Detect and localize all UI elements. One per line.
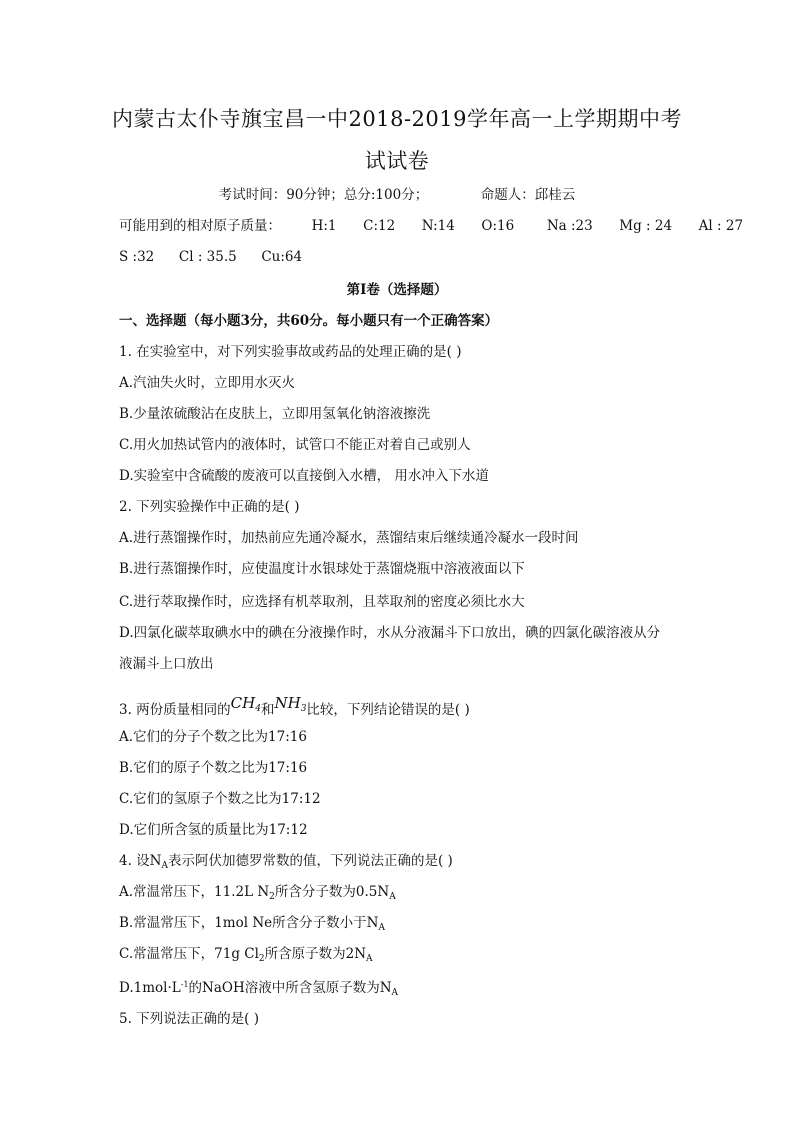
atomic-mass-item: S :32 <box>119 249 155 265</box>
question-5-stem: 5. 下列说法正确的是( ) <box>119 1011 259 1027</box>
exam-info <box>0 186 794 204</box>
question-4-option-b <box>119 914 385 937</box>
atomic-mass-item: O:16 <box>481 218 515 234</box>
q4-a-pre: A.常温常压下，11.2L N <box>119 884 270 900</box>
question-3-option-b: B.它们的原子个数之比为17:16 <box>119 760 308 776</box>
question-2-option-d-line1: D.四氯化碳萃取碘水中的碘在分液操作时，水从分液漏斗下口放出，碘的四氯化碳溶液从分 <box>119 625 661 641</box>
q4-d-mid: 的NaOH溶液中所含氢原子数为N <box>188 980 392 996</box>
atomic-mass-item: C:12 <box>363 218 396 234</box>
question-4-option-a <box>119 883 396 906</box>
atomic-mass-item: H:1 <box>311 218 337 234</box>
question-4-stem-pre: 4. 设N <box>119 853 162 869</box>
question-3-stem-pre: 3. 两份质量相同的 <box>119 702 231 718</box>
atomic-mass-line1 <box>119 217 743 235</box>
nh3-formula <box>274 694 306 712</box>
q4-c-sub: 2 <box>258 954 265 964</box>
question-4-option-c <box>119 945 373 968</box>
nh3-formula-sub: 3 <box>300 704 307 714</box>
q4-d-sup: -1 <box>180 980 189 989</box>
question-1-option-c: C.用火加热试管内的液体时，试管口不能正对着自己或别人 <box>119 437 471 453</box>
q4-c-sub2: A <box>366 954 373 964</box>
question-3-stem-post: 比较，下列结论错误的是( ) <box>306 702 470 718</box>
atomic-mass-item: Cu:64 <box>261 249 303 265</box>
exam-title-line2: 试试卷 <box>364 149 430 173</box>
ch4-formula <box>231 694 261 712</box>
question-1-stem: 1. 在实验室中，对下列实验事故或药品的处理正确的是( ) <box>119 344 462 360</box>
nh3-formula-main: NH <box>274 694 301 712</box>
ch4-formula-main: CH <box>230 694 256 712</box>
question-4-stem-sub: A <box>161 861 168 871</box>
part-title: 第I卷（选择题） <box>346 282 448 298</box>
question-4-option-d <box>119 976 398 1002</box>
ch4-formula-sub: 4 <box>255 704 261 714</box>
exam-time-score: 考试时间：90分钟；总分:100分； <box>218 187 429 203</box>
question-3-stem <box>119 694 470 719</box>
q4-d-pre: D.1mol·L <box>119 980 181 996</box>
section-title: 一、选择题（每小题3分，共60分。每小题只有一个正确答案） <box>119 313 499 329</box>
atomic-mass-item: Al : 27 <box>698 218 744 234</box>
q4-a-sub2: A <box>389 892 396 902</box>
question-2-option-d-line2: 液漏斗上口放出 <box>119 656 214 672</box>
exam-author: 命题人：邱桂云 <box>480 187 576 203</box>
atomic-mass-item: Na :23 <box>546 218 593 234</box>
q4-c-mid: 所含原子数为2N <box>264 946 367 962</box>
atomic-mass-item: Cl : 35.5 <box>178 249 237 265</box>
q4-b-sub: A <box>378 923 385 933</box>
q4-d-sub: A <box>391 988 399 998</box>
exam-title-line1: 内蒙古太仆寺旗宝昌一中2018-2019学年高一上学期期中考 <box>112 107 682 131</box>
question-2-stem: 2. 下列实验操作中正确的是( ) <box>119 499 300 515</box>
question-3-option-c: C.它们的氢原子个数之比为17:12 <box>119 791 321 807</box>
atomic-mass-line2 <box>119 248 302 266</box>
question-2-option-c: C.进行萃取操作时，应选择有机萃取剂，且萃取剂的密度必须比水大 <box>119 594 525 610</box>
q4-c-pre: C.常温常压下，71g Cl <box>119 946 259 962</box>
question-2-option-a: A.进行蒸馏操作时，加热前应先通冷凝水，蒸馏结束后继续通冷凝水一段时间 <box>119 530 579 546</box>
q4-a-mid: 所含分子数为0.5N <box>274 884 390 900</box>
question-3-option-a: A.它们的分子个数之比为17:16 <box>119 729 307 745</box>
atomic-mass-item: Mg : 24 <box>619 218 673 234</box>
atomic-mass-item: N:14 <box>421 218 455 234</box>
question-2-option-b: B.进行蒸馏操作时，应使温度计水银球处于蒸馏烧瓶中溶液液面以下 <box>119 561 525 577</box>
question-1-option-d: D.实验室中含硫酸的废液可以直接倒入水槽， 用水冲入下水道 <box>119 468 489 484</box>
question-1-option-a: A.汽油失火时，立即用水灭火 <box>119 375 296 391</box>
question-1-option-b: B.少量浓硫酸沾在皮肤上，立即用氢氧化钠溶液擦洗 <box>119 406 431 422</box>
question-4-stem <box>119 852 453 875</box>
q4-a-sub: 2 <box>269 892 275 902</box>
atomic-mass-label: 可能用到的相对原子质量： <box>119 218 281 234</box>
question-3-stem-mid: 和 <box>260 702 275 718</box>
question-3-option-d: D.它们所含氢的质量比为17:12 <box>119 822 308 838</box>
question-4-stem-post: 表示阿伏加德罗常数的值，下列说法正确的是( ) <box>167 853 453 869</box>
q4-b-pre: B.常温常压下，1mol Ne所含分子数小于N <box>119 915 379 931</box>
